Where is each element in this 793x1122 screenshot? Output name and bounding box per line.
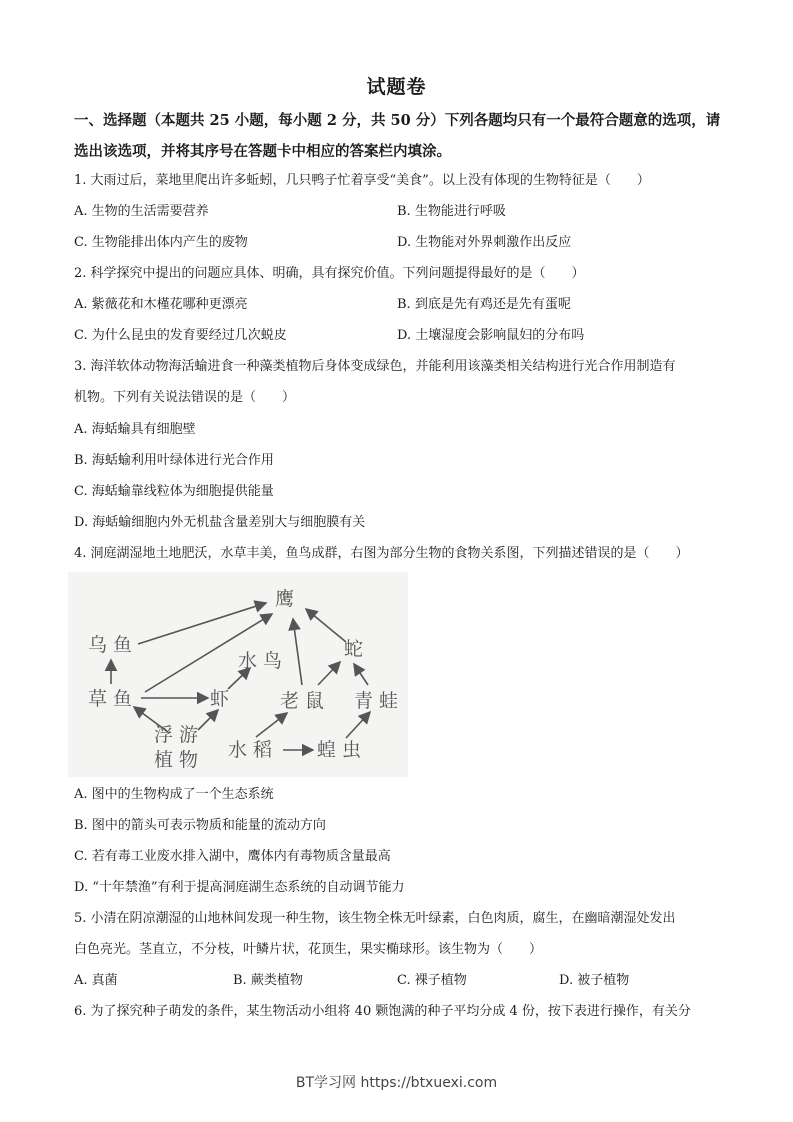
node-grass-carp: 草鱼 <box>88 688 139 710</box>
q1-option-d: D. 生物能对外界刺激作出反应 <box>397 235 572 250</box>
question-5-stem-line2: 白色亮光。茎直立，不分枝，叶鳞片状，花顶生，果实椭球形。该生物为（ ） <box>74 942 543 957</box>
question-1-stem: 1. 大雨过后，菜地里爬出许多蚯蚓，几只鸭子忙着享受“美食”。以上没有体现的生物特征是（ ） <box>74 173 650 188</box>
q1-option-b: B. 生物能进行呼吸 <box>397 204 506 219</box>
q2-option-c: C. 为什么昆虫的发育要经过几次蜕皮 <box>74 328 287 343</box>
node-snake: 蛇 <box>344 638 370 660</box>
question-4-stem: 4. 洞庭湖湿地土地肥沃，水草丰美，鱼鸟成群，右图为部分生物的食物关系图，下列描述错误的是（ ） <box>74 546 689 561</box>
q3-option-b: B. 海蛞蝓利用叶绿体进行光合作用 <box>74 453 274 468</box>
q5-option-d: D. 被子植物 <box>559 973 630 988</box>
question-2-stem: 2. 科学探究中提出的问题应具体、明确，具有探究价值。下列问题提得最好的是（ ） <box>74 266 585 281</box>
q5-option-b: B. 蕨类植物 <box>233 973 303 988</box>
q4-option-b: B. 图中的箭头可表示物质和能量的流动方向 <box>74 818 326 833</box>
q5-option-a: A. 真菌 <box>74 973 118 988</box>
q4-option-c: C. 若有毒工业废水排入湖中，鹰体内有毒物质含量最高 <box>74 849 391 864</box>
q4-option-d: D. “十年禁渔”有利于提高洞庭湖生态系统的自动调节能力 <box>74 880 405 895</box>
food-web-diagram <box>68 572 408 777</box>
q1-option-c: C. 生物能排出体内产生的废物 <box>74 235 248 250</box>
node-mouse: 老鼠 <box>280 690 331 712</box>
page-title: 试题卷 <box>366 76 427 98</box>
node-locust: 蝗虫 <box>317 739 368 761</box>
question-3-stem-line2: 机物。下列有关说法错误的是（ ） <box>74 390 296 405</box>
node-eagle: 鹰 <box>275 588 301 610</box>
question-5-stem-line1: 5. 小清在阴凉潮湿的山地林间发现一种生物，该生物全株无叶绿素，白色肉质，腐生，在幽暗潮湿处发出 <box>74 911 676 926</box>
q3-option-a: A. 海蛞蝓具有细胞壁 <box>74 422 196 437</box>
node-water-bird: 水鸟 <box>238 650 289 672</box>
q2-option-a: A. 紫薇花和木槿花哪种更漂亮 <box>74 297 248 312</box>
q5-option-c: C. 裸子植物 <box>397 973 467 988</box>
q3-option-d: D. 海蛞蝓细胞内外无机盐含量差别大与细胞膜有关 <box>74 515 366 530</box>
question-3-stem-line1: 3. 海洋软体动物海活蝓进食一种藻类植物后身体变成绿色，并能利用该藻类相关结构进行光合作用制造有 <box>74 359 676 374</box>
node-shrimp: 虾 <box>210 688 236 710</box>
question-6-stem-line1: 6. 为了探究种子萌发的条件，某生物活动小组将 40 颗饱满的种子平均分成 4 份，按下表进行操作，有关分 <box>74 1004 691 1019</box>
q2-option-b: B. 到底是先有鸡还是先有蛋呢 <box>397 297 571 312</box>
q2-option-d: D. 土壤湿度会影响鼠妇的分布吗 <box>397 328 585 343</box>
node-frog: 青蛙 <box>354 690 405 712</box>
footer-watermark: BT学习网 https://btxuexi.com <box>295 1075 498 1091</box>
node-plankton-line1: 浮游 <box>154 724 205 746</box>
section-header: 一、选择题（本题共 25 小题，每小题 2 分，共 50 分）下列各题均只有一个最符合题意的选项，请选出该选项，并将其序号在答题卡中相应的答案栏内填涂。 <box>74 112 721 160</box>
node-black-carp: 乌鱼 <box>88 634 139 656</box>
node-rice: 水稻 <box>228 739 279 761</box>
node-plankton-line2: 植物 <box>154 749 205 771</box>
q1-option-a: A. 生物的生活需要营养 <box>74 204 209 219</box>
q4-option-a: A. 图中的生物构成了一个生态系统 <box>74 787 274 802</box>
q3-option-c: C. 海蛞蝓靠线粒体为细胞提供能量 <box>74 484 274 499</box>
